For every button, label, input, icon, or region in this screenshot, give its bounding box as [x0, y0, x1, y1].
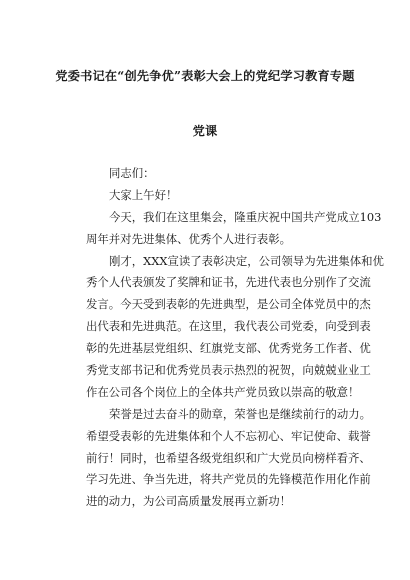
paragraph-line: 秀党支部书记和优秀党员表示热烈的祝贺，向兢兢业业工	[86, 363, 371, 378]
salutation: 同志们：	[109, 166, 155, 180]
document-title-line-1: 党委书记在“创先争优”表彰大会上的党纪学习教育专题	[55, 69, 355, 83]
paragraph-line: 刚才，XXX宣读了表彰决定，公司领导为先进集体和优	[109, 253, 384, 268]
paragraph-3	[86, 404, 371, 513]
paragraph-line: 荣誉是过去奋斗的勋章，荣誉也是继续前行的动力。	[109, 406, 371, 421]
document-title-line-2: 党课	[192, 124, 218, 138]
paragraph-line: 彰的先进基层党组织、红旗党支部、优秀党务工作者、优	[86, 341, 371, 356]
paragraph-line: 希望受表彰的先进集体和个人不忘初心、牢记使命、载誉	[86, 428, 371, 443]
paragraph-line: 作在公司各个岗位上的全体共产党员致以崇高的敬意！	[86, 384, 360, 399]
paragraph-line: 发言。今天受到表彰的先进典型，是公司全体党员中的杰	[86, 297, 371, 312]
greeting: 大家上午好！	[109, 187, 178, 202]
paragraph-line: 今天，我们在这里集会，隆重庆祝中国共产党成立103	[109, 209, 382, 224]
paragraph-line: 出代表和先进典范。在这里，我代表公司党委，向受到表	[86, 319, 371, 334]
paragraph-line: 前行！同时，也希望各级党组织和广大党员向榜样看齐、	[86, 450, 371, 465]
paragraph-line: 学习先进、争当先进，将共产党员的先锋模范作用化作前	[86, 472, 371, 487]
paragraph-line: 进的动力，为公司高质量发展再立新功！	[86, 494, 292, 509]
paragraph-1	[86, 207, 382, 251]
document-body	[86, 163, 384, 513]
paragraph-line: 周年并对先进集体、优秀个人进行表彰。	[86, 231, 292, 246]
paragraph-line: 秀个人代表颁发了奖牌和证书，先进代表也分别作了交流	[86, 275, 371, 290]
paragraph-2	[86, 251, 384, 404]
